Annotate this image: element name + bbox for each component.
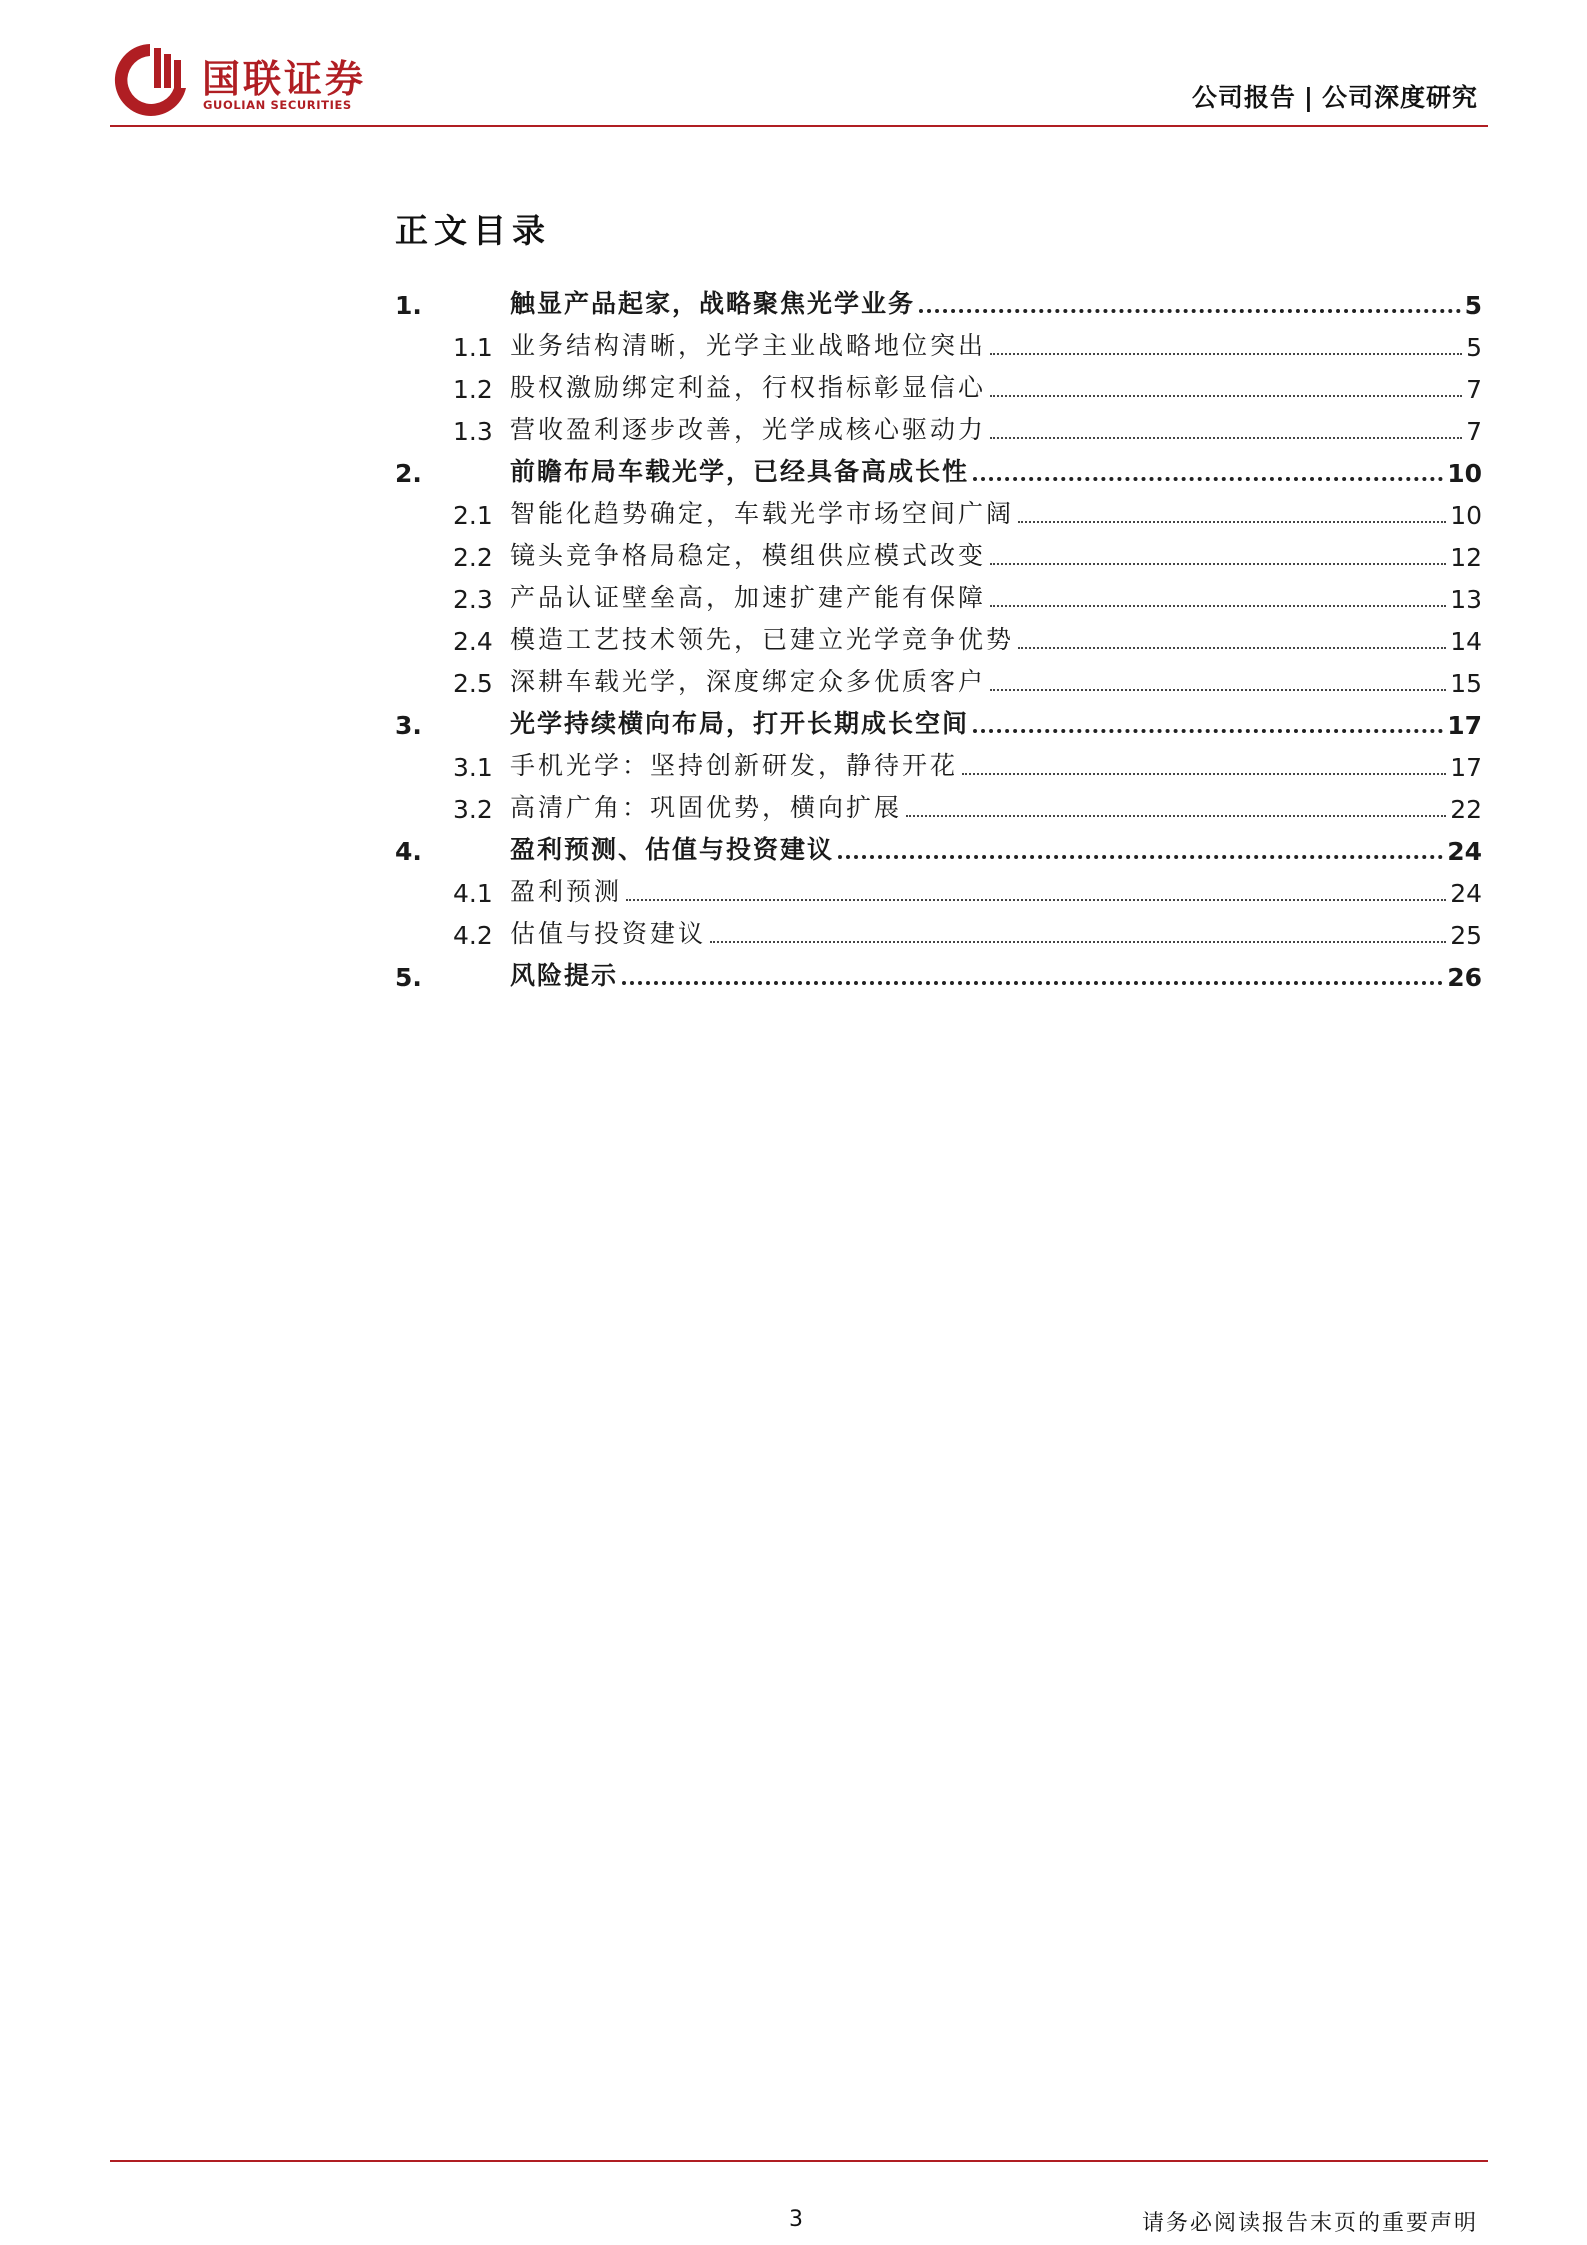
- toc-entry-number: 3.2: [453, 795, 493, 824]
- toc-dot-leader: [622, 981, 1443, 985]
- report-type-separator: |: [1303, 83, 1314, 112]
- toc-dot-leader: [990, 395, 1462, 397]
- toc-entry-page: 13: [1450, 585, 1482, 614]
- toc-entry-number: 2.1: [453, 501, 493, 530]
- toc-entry-page: 5: [1464, 291, 1482, 320]
- toc-entry-number: 1.1: [453, 333, 493, 362]
- toc-dot-leader: [1018, 521, 1446, 523]
- toc-title: 正文目录: [395, 211, 551, 250]
- toc-entry[interactable]: [395, 320, 1482, 362]
- toc-entry-page: 24: [1450, 879, 1482, 908]
- toc-entry-title: 盈利预测、估值与投资建议: [510, 835, 835, 864]
- toc-entry-number: 1.: [395, 291, 422, 320]
- toc-dot-leader: [962, 773, 1446, 775]
- toc-entry-page: 17: [1447, 711, 1482, 740]
- toc-entry-number: 2.4: [453, 627, 493, 656]
- toc-dot-leader: [838, 855, 1443, 859]
- toc-entry-number: 4.: [395, 837, 422, 866]
- guolian-logo-icon: [110, 36, 198, 118]
- toc-entry[interactable]: [395, 614, 1482, 656]
- page-footer: [110, 2160, 1488, 2242]
- toc-entry-title: 模造工艺技术领先，已建立光学竞争优势: [510, 625, 1015, 654]
- toc-entry-page: 5: [1466, 333, 1482, 362]
- toc-entry-title: 股权激励绑定利益，行权指标彰显信心: [510, 373, 987, 402]
- disclaimer-note: 请务必阅读报告末页的重要声明: [1141, 2211, 1478, 2236]
- toc-entry-number: 2.5: [453, 669, 493, 698]
- toc-entry-title: 前瞻布局车载光学，已经具备高成长性: [510, 457, 970, 486]
- toc-entry-number: 4.1: [453, 879, 493, 908]
- logo-chinese-name: 国联证券: [202, 57, 367, 101]
- table-of-contents: [395, 278, 1482, 992]
- toc-entry[interactable]: [395, 404, 1482, 446]
- toc-entry-page: 24: [1447, 837, 1482, 866]
- toc-entry-title: 镜头竞争格局稳定，模组供应模式改变: [510, 541, 987, 570]
- toc-dot-leader: [990, 563, 1446, 565]
- toc-entry-number: 1.2: [453, 375, 493, 404]
- toc-entry-title: 估值与投资建议: [510, 919, 707, 948]
- toc-entry[interactable]: [395, 656, 1482, 698]
- report-category: 公司报告: [1191, 83, 1296, 112]
- toc-entry-page: 17: [1450, 753, 1482, 782]
- toc-entry-title: 智能化趋势确定，车载光学市场空间广阔: [510, 499, 1015, 528]
- toc-entry[interactable]: [395, 572, 1482, 614]
- toc-dot-leader: [626, 899, 1446, 901]
- toc-dot-leader: [906, 815, 1446, 817]
- toc-entry[interactable]: [395, 698, 1482, 740]
- toc-entry-title: 手机光学：坚持创新研发，静待开花: [510, 751, 959, 780]
- toc-entry[interactable]: [395, 530, 1482, 572]
- toc-entry-page: 7: [1466, 417, 1482, 446]
- toc-entry[interactable]: [395, 950, 1482, 992]
- toc-dot-leader: [990, 353, 1462, 355]
- toc-entry[interactable]: [395, 278, 1482, 320]
- toc-entry-page: 22: [1450, 795, 1482, 824]
- toc-entry[interactable]: [395, 362, 1482, 404]
- toc-entry-title: 营收盈利逐步改善，光学成核心驱动力: [510, 415, 987, 444]
- toc-entry-page: 10: [1450, 501, 1482, 530]
- toc-entry[interactable]: [395, 866, 1482, 908]
- toc-entry-title: 风险提示: [510, 961, 619, 990]
- report-subtype: 公司深度研究: [1321, 83, 1478, 112]
- toc-entry-number: 2.2: [453, 543, 493, 572]
- toc-dot-leader: [973, 477, 1443, 481]
- toc-entry-number: 2.: [395, 459, 422, 488]
- toc-dot-leader: [710, 941, 1446, 943]
- toc-entry-page: 26: [1447, 963, 1482, 992]
- toc-entry[interactable]: [395, 908, 1482, 950]
- toc-dot-leader: [1018, 647, 1446, 649]
- toc-entry[interactable]: [395, 782, 1482, 824]
- toc-entry-title: 深耕车载光学，深度绑定众多优质客户: [510, 667, 987, 696]
- toc-entry-number: 5.: [395, 963, 422, 992]
- toc-entry-title: 光学持续横向布局，打开长期成长空间: [510, 709, 970, 738]
- toc-entry-number: 3.1: [453, 753, 493, 782]
- logo-english-name: GUOLIAN SECURITIES: [203, 98, 352, 112]
- toc-entry-page: 14: [1450, 627, 1482, 656]
- toc-dot-leader: [919, 309, 1461, 313]
- report-type-label: [1192, 78, 1478, 114]
- toc-dot-leader: [990, 437, 1462, 439]
- toc-entry[interactable]: [395, 824, 1482, 866]
- toc-entry-title: 业务结构清晰，光学主业战略地位突出: [510, 331, 987, 360]
- toc-entry-title: 触显产品起家，战略聚焦光学业务: [510, 289, 916, 318]
- toc-entry[interactable]: [395, 488, 1482, 530]
- toc-entry-title: 高清广角：巩固优势，横向扩展: [510, 793, 903, 822]
- guolian-logo: [110, 36, 420, 118]
- toc-entry-page: 12: [1450, 543, 1482, 572]
- toc-entry[interactable]: [395, 446, 1482, 488]
- toc-entry-number: 2.3: [453, 585, 493, 614]
- toc-entry-page: 10: [1447, 459, 1482, 488]
- toc-entry-number: 4.2: [453, 921, 493, 950]
- toc-entry-title: 产品认证壁垒高，加速扩建产能有保障: [510, 583, 987, 612]
- toc-entry-title: 盈利预测: [510, 877, 623, 906]
- toc-entry-page: 15: [1450, 669, 1482, 698]
- toc-entry-number: 3.: [395, 711, 422, 740]
- toc-dot-leader: [973, 729, 1443, 733]
- toc-dot-leader: [990, 605, 1446, 607]
- page-header: [110, 30, 1488, 127]
- toc-entry-number: 1.3: [453, 417, 493, 446]
- toc-entry-page: 7: [1466, 375, 1482, 404]
- toc-entry[interactable]: [395, 740, 1482, 782]
- toc-entry-page: 25: [1450, 921, 1482, 950]
- page-number: 3: [789, 2207, 803, 2232]
- toc-dot-leader: [990, 689, 1446, 691]
